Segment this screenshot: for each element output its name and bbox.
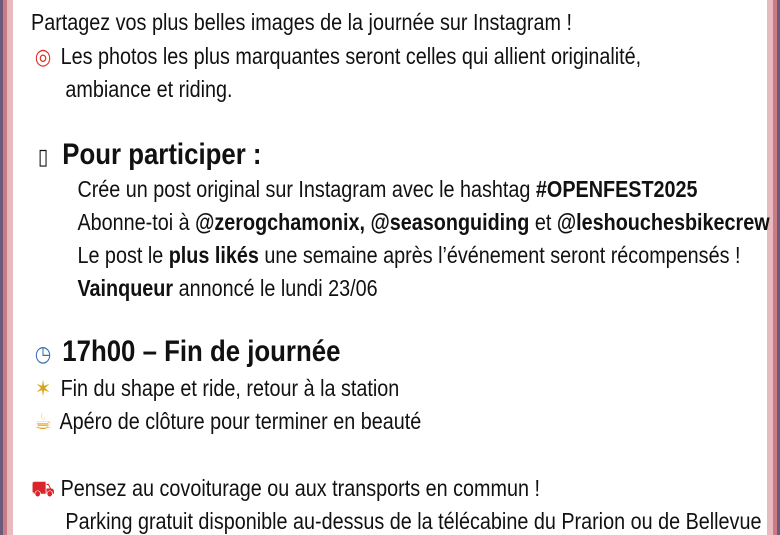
photo-intro: Partagez vos plus belles images de la journée sur Instagram ! <box>31 9 572 35</box>
beer-mugs-icon: ☕ <box>34 410 52 435</box>
party-popper-icon: ✶ <box>35 377 51 402</box>
end-item-1: ✶ Fin du shape et ride, retour à la station <box>31 374 399 404</box>
car-icon: ⛟ <box>31 477 55 502</box>
participate-heading: ▯ Pour participer : <box>31 137 262 176</box>
transport-line-2: Parking gratuit disponible au-dessus de la télécabine du Prarion ou de Bellevue <box>65 508 762 534</box>
photo-criteria-line: ◎ Les photos les plus marquantes seront celles qui allient originalité, <box>31 42 641 72</box>
target-icon: ◎ <box>34 45 52 70</box>
account-seasonguiding[interactable]: @seasonguiding <box>370 209 530 235</box>
photo-criteria-line-2: ambiance et riding. <box>65 76 233 102</box>
phone-arrow-icon: ▯ <box>37 145 49 170</box>
participate-step-3: Le post le plus likés une semaine après l’événement seront récompensés ! <box>77 242 741 268</box>
account-leshouchesbikecrew[interactable]: @leshouchesbikecrew <box>556 209 770 235</box>
participate-step-2: Abonne-toi à @zerogchamonix, @seasonguiding et @leshouchesbikecrew <box>77 209 770 235</box>
end-of-day-heading: ◷ 17h00 – Fin de journée <box>31 334 340 373</box>
end-item-2: ☕ Apéro de clôture pour terminer en beauté <box>31 407 421 437</box>
transport-line-1: ⛟ Pensez au covoiturage ou aux transports en commun ! <box>31 475 540 502</box>
participate-step-1: Crée un post original sur Instagram avec le hashtag #OPENFEST2025 <box>77 176 698 202</box>
winner-announcement: Vainqueur annoncé le lundi 23/06 <box>77 275 378 301</box>
account-zerogchamonix[interactable]: @zerogchamonix, <box>195 209 365 235</box>
left-edge <box>0 0 3 535</box>
hashtag: #OPENFEST2025 <box>535 176 698 202</box>
clock-icon: ◷ <box>34 342 52 367</box>
event-flyer-content <box>31 0 770 535</box>
